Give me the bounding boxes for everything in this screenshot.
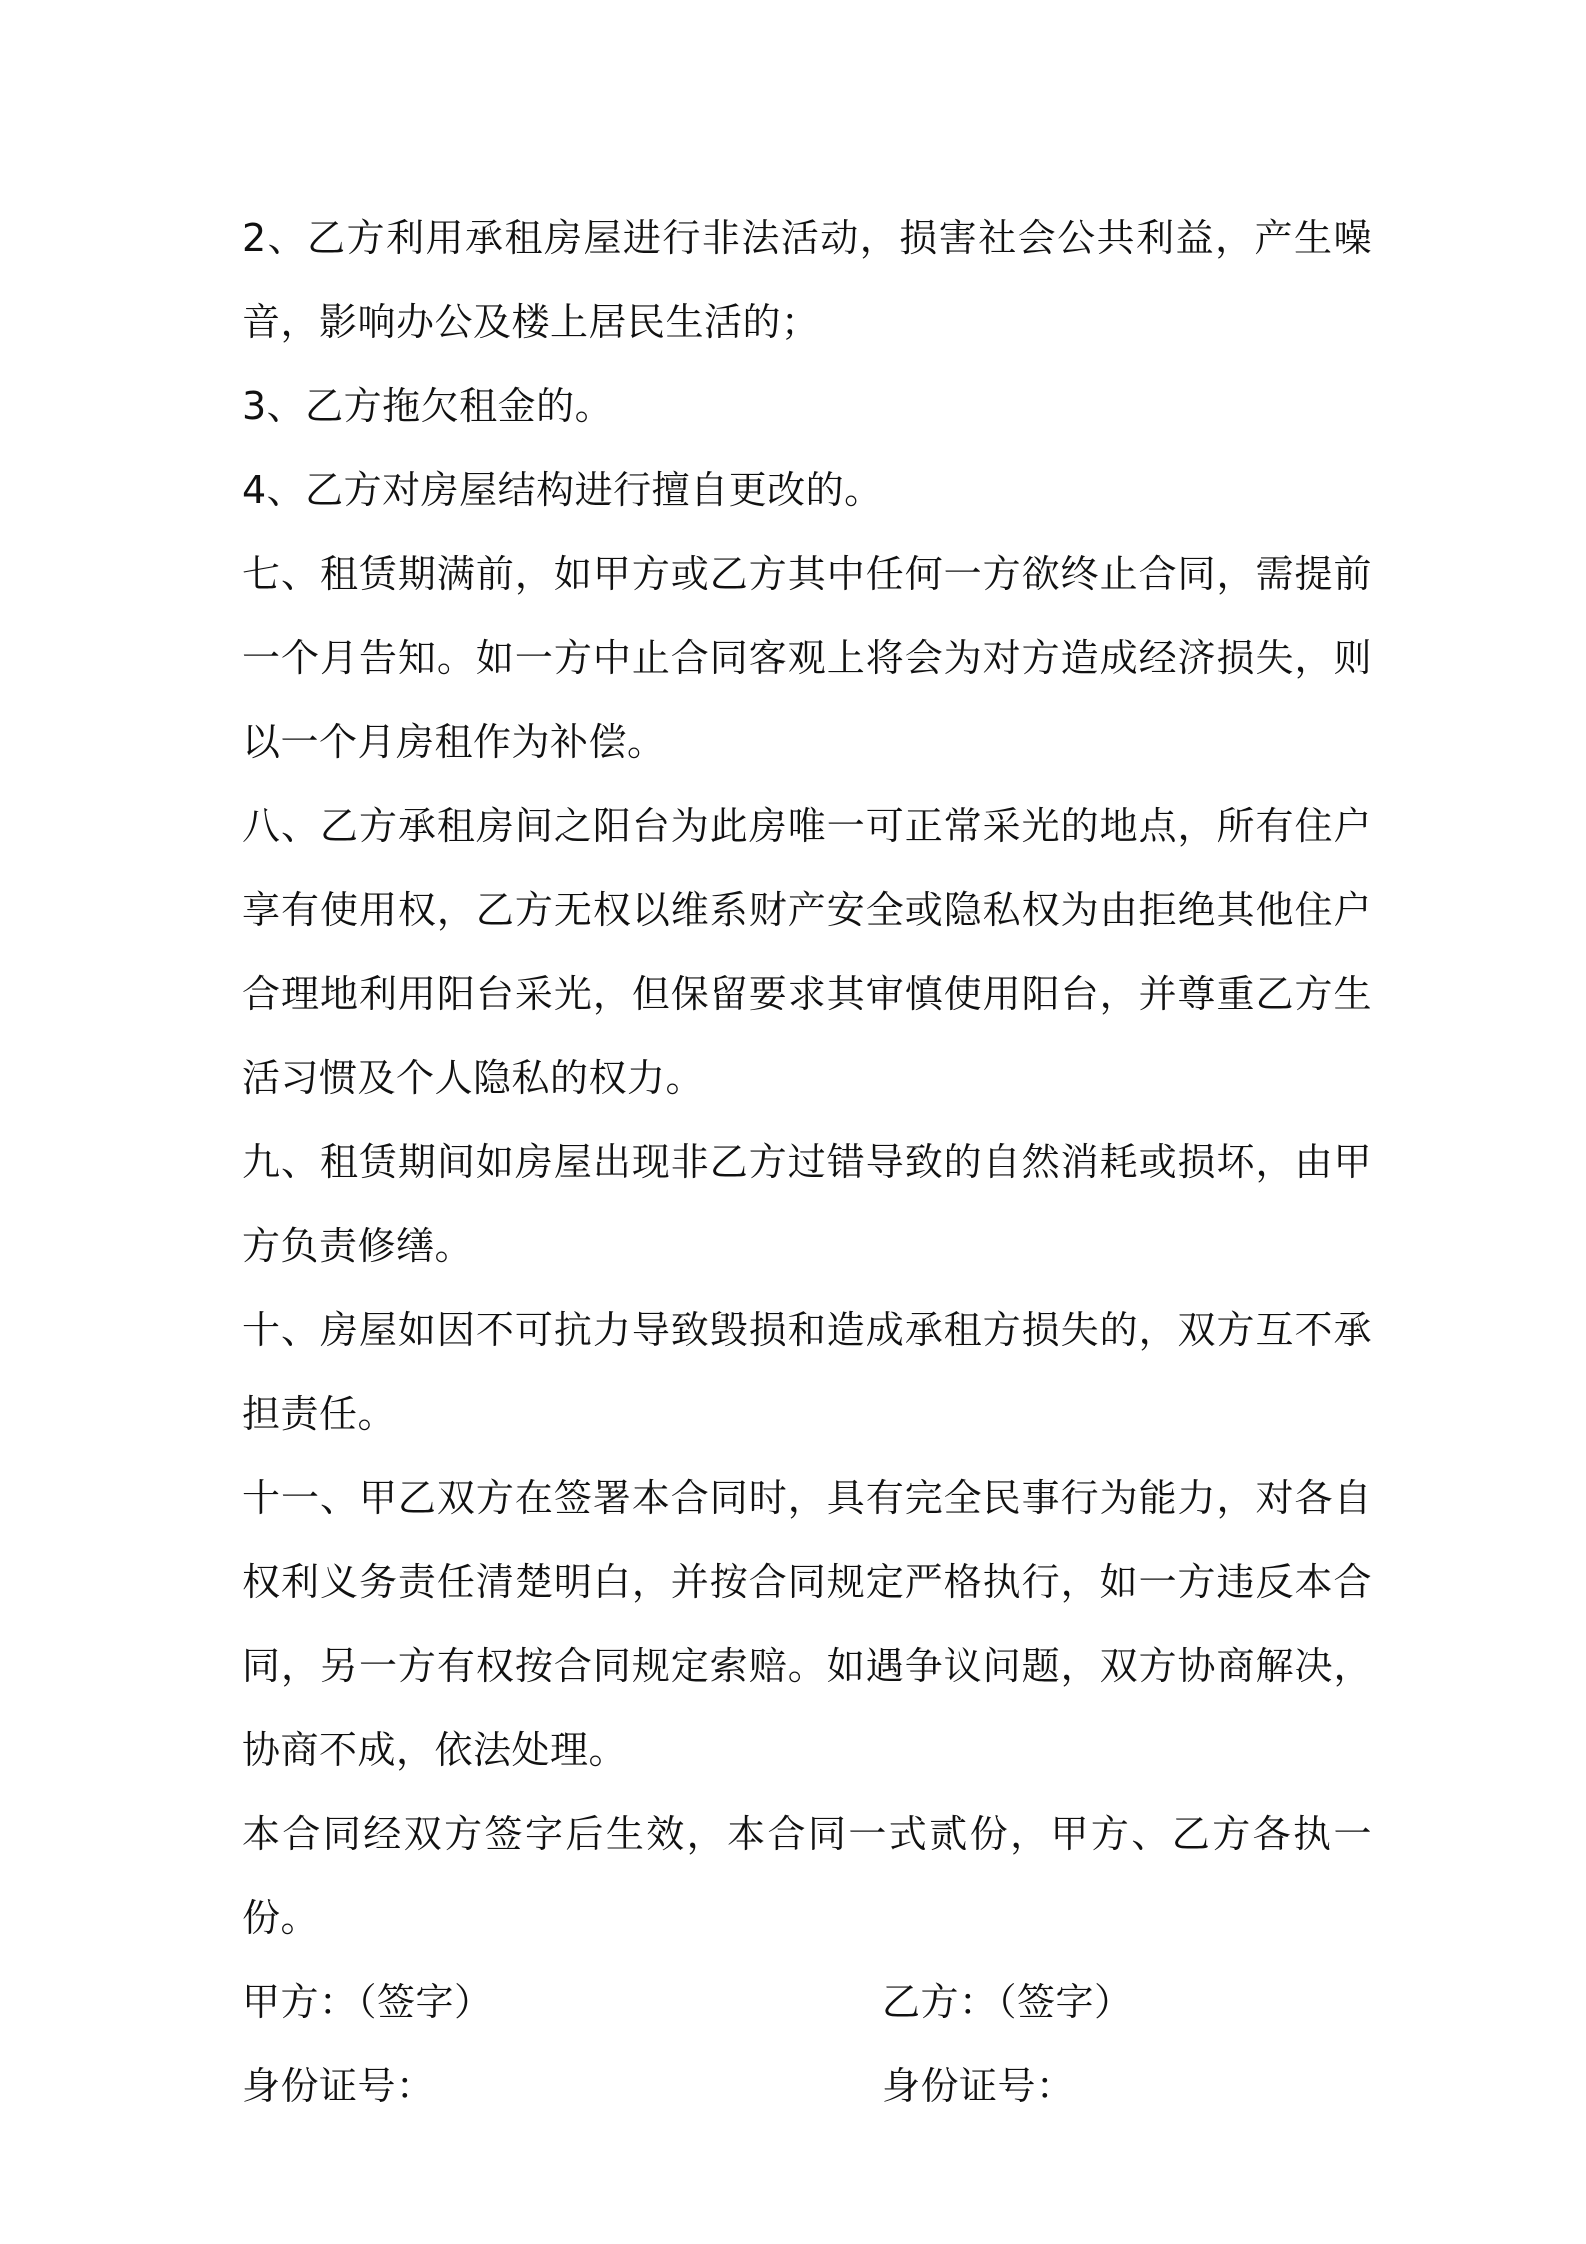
clause-nine: 九、租赁期间如房屋出现非乙方过错导致的自然消耗或损坏，由甲方负责修缮。: [242, 1140, 1372, 1268]
clause-ten: 十、房屋如因不可抗力导致毁损和造成承租方损失的，双方互不承担责任。: [242, 1308, 1372, 1436]
party-b-id-number: 身份证号：: [882, 2064, 1075, 2108]
clause-2: 2、乙方利用承租房屋进行非法活动，损害社会公共利益，产生噪音，影响办公及楼上居民生活的；: [242, 216, 1372, 344]
effective-clause: 本合同经双方签字后生效，本合同一式贰份，甲方、乙方各执一份。: [242, 1812, 1372, 1940]
clause-seven: 七、租赁期满前，如甲方或乙方其中任何一方欲终止合同，需提前一个月告知。如一方中止合同客观上将会为对方造成经济损失，则以一个月房租作为补偿。: [242, 552, 1372, 764]
party-a-signature: 甲方：（签字）: [242, 1980, 493, 2024]
clause-eight: 八、乙方承租房间之阳台为此房唯一可正常采光的地点，所有住户享有使用权，乙方无权以维系财产安全或隐私权为由拒绝其他住户合理地利用阳台采光，但保留要求其审慎使用阳台，并尊重乙方生活习惯及个人隐私的权力。: [242, 804, 1372, 1100]
document-body: [242, 196, 1372, 2128]
clause-3: 3、乙方拖欠租金的。: [242, 384, 614, 428]
clause-eleven: 十一、甲乙双方在签署本合同时，具有完全民事行为能力，对各自权利义务责任清楚明白，并按合同规定严格执行，如一方违反本合同，另一方有权按合同规定索赔。如遇争议问题，双方协商解决，协商不成，依法处理。: [242, 1476, 1372, 1772]
party-b-signature: 乙方：（签字）: [882, 1980, 1133, 2024]
party-a-id-number: 身份证号：: [242, 2064, 435, 2108]
signature-row: [242, 1960, 1372, 2044]
id-number-row: [242, 2044, 1372, 2128]
clause-4: 4、乙方对房屋结构进行擅自更改的。: [242, 468, 883, 512]
